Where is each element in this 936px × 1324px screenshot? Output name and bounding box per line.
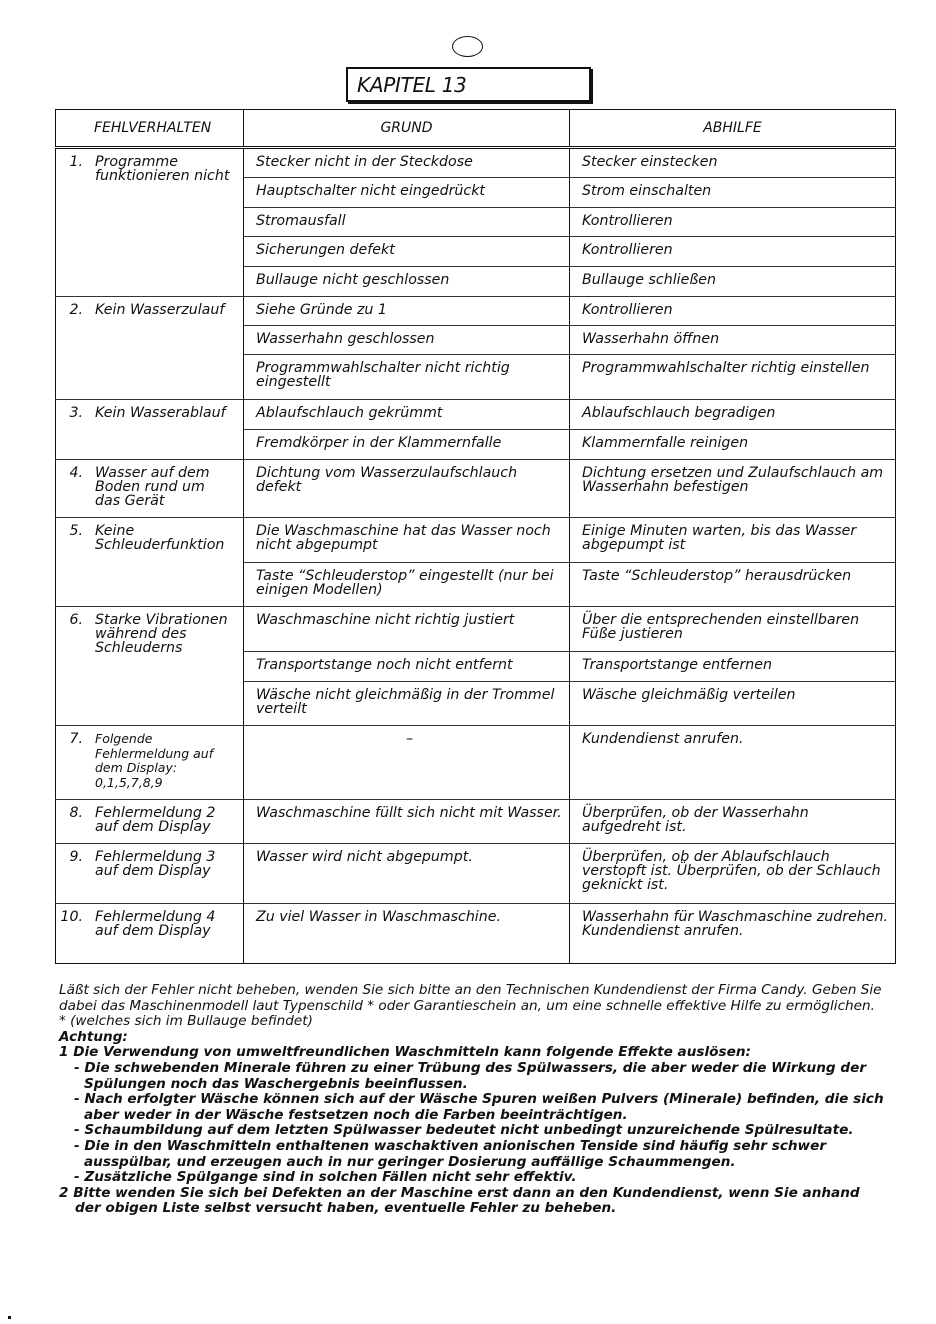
symptom-cell: 2. Kein Wasserzulauf	[56, 297, 244, 400]
symptom-cell: 5. Keine Schleuderfunktion	[56, 518, 244, 607]
service-note: Läßt sich der Fehler nicht beheben, wenden Sie sich bitte an den Technischen Kundendienst der Firma Candy. Geben Sie dabei das Maschinenmodell laut Typenschild * oder Garantieschein an, um eine schnelle effektive Hilfe zu ermöglichen.	[59, 982, 882, 1014]
cause-cell: Sicherungen defekt	[244, 237, 570, 267]
cause-cell: Transportstange noch nicht entfernt	[244, 652, 570, 682]
cause-cell: Waschmaschine füllt sich nicht mit Wasser.	[244, 800, 570, 844]
cause-cell: –	[244, 726, 570, 800]
table-row	[56, 518, 896, 563]
cause-cell: Waschmaschine nicht richtig justiert	[244, 607, 570, 652]
attention-heading: Achtung:	[59, 1028, 128, 1045]
remedy-cell: Kontrollieren	[570, 237, 896, 267]
table-row	[56, 904, 896, 964]
cause-cell: Fremdkörper in der Klammernfalle	[244, 430, 570, 460]
cause-cell: Wäsche nicht gleichmäßig in der Trommel verteilt	[244, 682, 570, 726]
note-item-2: 2 Bitte wenden Sie sich bei Defekten an der Maschine erst dann an den Kundendienst, wenn Sie anhand der obigen Liste selbst versucht haben, eventuelle Fehler zu beheben.	[59, 1184, 860, 1217]
remedy-cell: Über die entsprechenden einstellbaren Füße justieren	[570, 607, 896, 652]
troubleshooting-table	[55, 109, 896, 964]
symptom-cell: 10. Fehlermeldung 4 auf dem Display	[56, 904, 244, 964]
remedy-cell: Taste “Schleuderstop” herausdrücken	[570, 563, 896, 607]
table-row	[56, 460, 896, 518]
cause-cell: Programmwahlschalter nicht richtig eingestellt	[244, 355, 570, 400]
cause-cell: Ablaufschlauch gekrümmt	[244, 400, 570, 430]
cause-cell: Hauptschalter nicht eingedrückt	[244, 178, 570, 208]
cause-cell: Stromausfall	[244, 208, 570, 237]
cause-cell: Taste “Schleuderstop” eingestellt (nur bei einigen Modellen)	[244, 563, 570, 607]
symptom-cell: 3. Kein Wasserablauf	[56, 400, 244, 460]
symptom-cell: 8. Fehlermeldung 2 auf dem Display	[56, 800, 244, 844]
table-row	[56, 607, 896, 652]
table-row	[56, 726, 896, 800]
remedy-cell: Programmwahlschalter richtig einstellen	[570, 355, 896, 400]
table-row	[56, 297, 896, 326]
remedy-cell: Bullauge schließen	[570, 267, 896, 297]
note-bullet: - Schaumbildung auf dem letzten Spülwasser bedeutet nicht unbedingt unzureichende Spülresultate.	[74, 1122, 854, 1139]
table-row	[56, 148, 896, 178]
remedy-cell: Ablaufschlauch begradigen	[570, 400, 896, 430]
symptom-cell: 7. Folgende Fehlermeldung auf dem Display: 0,1,5,7,8,9	[56, 726, 244, 800]
table-header-row	[56, 110, 896, 148]
table-row	[56, 800, 896, 844]
cause-cell: Bullauge nicht geschlossen	[244, 267, 570, 297]
symptom-cell: 4. Wasser auf dem Boden rund um das Gerät	[56, 460, 244, 518]
table-row	[56, 844, 896, 904]
symptom-cell: 1. Programme funktionieren nicht	[56, 148, 244, 297]
note-bullet: - Die in den Waschmitteln enthaltenen waschaktiven anionischen Tenside sind häufig sehr schwer ausspülbar, und erzeugen auch in nur geringer Dosierung auffällige Schaummengen.	[74, 1137, 827, 1170]
header-grund: GRUND	[244, 110, 570, 148]
remedy-cell: Wäsche gleichmäßig verteilen	[570, 682, 896, 726]
remedy-cell: Kontrollieren	[570, 208, 896, 237]
remedy-cell: Wasserhahn öffnen	[570, 326, 896, 355]
note-bullet: - Die schwebenden Minerale führen zu einer Trübung des Spülwassers, die aber weder die Wirkung der Spülungen noch das Waschergebnis beeinflussen.	[74, 1059, 867, 1092]
footnote: * (welches sich im Bullauge befindet)	[59, 1013, 313, 1030]
cause-cell: Wasser wird nicht abgepumpt.	[244, 844, 570, 904]
note-bullet: - Zusätzliche Spülgange sind in solchen Fällen nicht sehr effektiv.	[74, 1169, 577, 1186]
symptom-cell: 9. Fehlermeldung 3 auf dem Display	[56, 844, 244, 904]
cause-cell: Die Waschmaschine hat das Wasser noch nicht abgepumpt	[244, 518, 570, 563]
page-mark	[8, 1316, 11, 1319]
remedy-cell: Klammernfalle reinigen	[570, 430, 896, 460]
remedy-cell: Stecker einstecken	[570, 148, 896, 178]
table-row	[56, 400, 896, 430]
remedy-cell: Transportstange entfernen	[570, 652, 896, 682]
cause-cell: Zu viel Wasser in Waschmaschine.	[244, 904, 570, 964]
chapter-title: KAPITEL 13	[346, 67, 591, 102]
symptom-cell: 6. Starke Vibrationen während des Schleuderns	[56, 607, 244, 726]
cause-cell: Dichtung vom Wasserzulaufschlauch defekt	[244, 460, 570, 518]
note-item-1: 1 Die Verwendung von umweltfreundlichen Waschmitteln kann folgende Effekte auslösen:	[59, 1044, 751, 1061]
header-fehlverhalten: FEHLVERHALTEN	[56, 110, 244, 148]
language-oval	[452, 36, 483, 57]
header-abhilfe: ABHILFE	[570, 110, 896, 148]
remedy-cell: Wasserhahn für Waschmaschine zudrehen. Kundendienst anrufen.	[570, 904, 896, 964]
remedy-cell: Kundendienst anrufen.	[570, 726, 896, 800]
remedy-cell: Einige Minuten warten, bis das Wasser abgepumpt ist	[570, 518, 896, 563]
cause-cell: Wasserhahn geschlossen	[244, 326, 570, 355]
remedy-cell: Überprüfen, ob der Ablaufschlauch verstopft ist. Überprüfen, ob der Schlauch geknickt ist.	[570, 844, 896, 904]
cause-cell: Siehe Gründe zu 1	[244, 297, 570, 326]
remedy-cell: Überprüfen, ob der Wasserhahn aufgedreht ist.	[570, 800, 896, 844]
remedy-cell: Dichtung ersetzen und Zulaufschlauch am Wasserhahn befestigen	[570, 460, 896, 518]
remedy-cell: Kontrollieren	[570, 297, 896, 326]
cause-cell: Stecker nicht in der Steckdose	[244, 148, 570, 178]
remedy-cell: Strom einschalten	[570, 178, 896, 208]
note-bullet: - Nach erfolgter Wäsche können sich auf der Wäsche Spuren weißen Pulvers (Minerale) befinden, die sich aber weder in der Wäsche festsetzen noch die Farben beeinträchtigen.	[74, 1091, 884, 1123]
notes-section	[59, 983, 889, 1217]
